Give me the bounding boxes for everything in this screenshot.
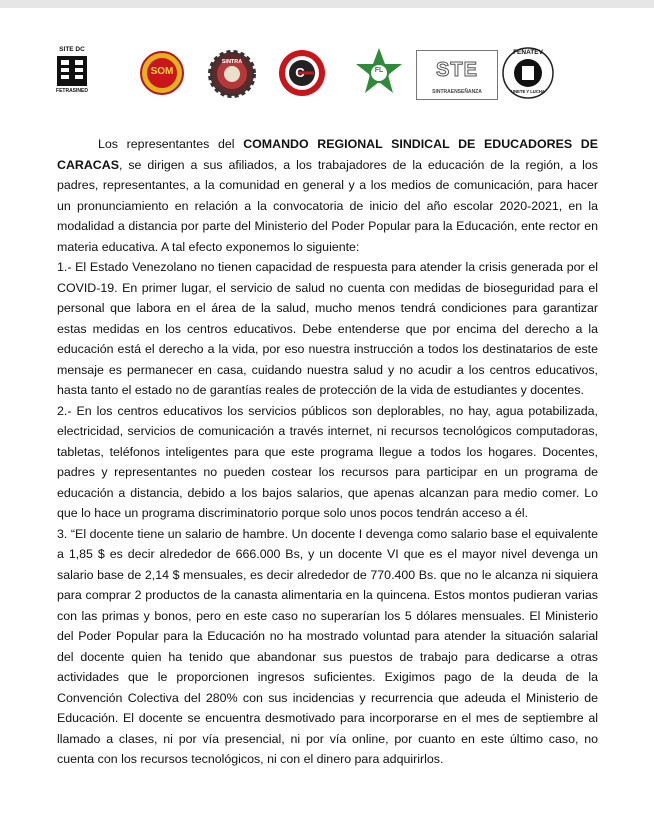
intro-rest: , se dirigen a sus afiliados, a los trabajadores de la educación de la región, a los padres, representantes, a la comunidad en general y a los medios de comunicación, para hacer un pronunciamiento en relación a la convocatoria de inicio del año escolar 2020-2021, en la modalidad a distancia por parte del Ministerio del Poder Popular para la Educación, ente rector en materia educativa. A tal efecto exponemos lo siguiente: <box>57 157 598 254</box>
intro-lead: Los representantes del <box>98 137 244 151</box>
green-star-logo <box>354 46 404 98</box>
sintraensenanza-logo-caption: SINTRAENSEÑANZA <box>432 89 482 95</box>
point-2: 2.- En los centros educativos los servicios públicos son deplorables, no hay, agua potabilizada, electricidad, servicios de comunicación a través internet, ni recursos tecnológicos computadoras, tabletas, teléfonos inteligentes para que este programa llegue a todos los hogares. Docentes, padres y representantes no pueden costear los recursos para participar en un programa de educación a distancia, debido a los bajos salarios, que apenas alcanzan para medio comer. Lo que lo hace un programa discriminatorio porque solo unos pocos tendrán acceso a él. <box>57 403 598 520</box>
logo-strip <box>48 42 608 104</box>
site-dc-logo <box>52 46 92 100</box>
site-dc-logo-subtitle: FETRASINED <box>56 88 88 94</box>
green-star-logo-text: FL <box>374 67 384 74</box>
fenatev-logo <box>502 46 554 100</box>
sintraensenanza-logo <box>416 50 498 100</box>
point-3: 3. “El docente tiene un salario de hambre. Un docente I devenga como salario base el equivalente a 1,85 $ es decir alrededor de 666.000 Bs, y un docente VI que es el mayor nivel devenga un salario base de 2,14 $ mensuales, es decir alrededor de 770.400 Bs. que no le alcanza ni siquiera para comprar 2 productos de la canasta alimentaria en la quincena. Estos montos pudieran varias con las primas y bonos, pero en este caso no superarían los 5 dólares mensuales. El Ministerio del Poder Popular para la Educación no ha mostrado voluntad para atender la situación salarial del docente quien ha tenido que abandonar sus puestos de trabajo para dedicarse a otras actividades que le proporcionen ingresos suficientes. Exigimos pago de la deuda de la Convención Colectiva del 280% con sus incidencias y recurrencia que adeuda el Ministerio de Educación. El docente se encuentra desmotivado para incorporarse en el mes de septiembre al llamado a clases, ni por vía presencial, ni por vía online, por cuanto en este último caso, no cuenta con los recursos tecnológicos, ni con el dinero para adquirirlos. <box>57 526 598 766</box>
document-body <box>57 134 598 770</box>
point-1: 1.- El Estado Venezolano no tienen capacidad de respuesta para atender la crisis generada por el COVID-19. En primer lugar, el servicio de salud no cuenta con medidas de bioseguridad para el personal que labora en el área de la salud, mucho menos tendrá condiciones para garantizar estas medidas en los centros educativos. Debe entenderse que por encima del derecho a la educación está el derecho a la vida, por eso nuestra instrucción a todos los destinatarios de este mensaje es permanecer en casa, cuidando nuestra salud y no acudir a los centros educativos, hasta tanto el estado no de garantías reales de protección de la vida de estudiantes y docentes. <box>57 260 598 397</box>
intro-paragraph <box>57 134 598 257</box>
fenatev-logo-title: FENATEV <box>513 49 543 56</box>
gear-union-logo <box>208 50 256 98</box>
organization-name: COMANDO REGIONAL SINDICAL DE EDUCADORES DE CARACAS <box>57 137 599 172</box>
som-logo-text: SOM <box>150 66 174 77</box>
gear-union-logo-text: SINTRA <box>221 59 243 65</box>
top-band <box>0 0 654 8</box>
circle-c-logo-text: C <box>295 65 305 80</box>
som-logo <box>140 50 184 96</box>
fenatev-logo-subtitle: UNETE Y LUCHA <box>511 89 545 94</box>
sintraensenanza-logo-text: STE <box>436 59 478 81</box>
circle-c-logo <box>278 48 326 98</box>
site-dc-logo-title: SITE DC <box>59 46 85 53</box>
